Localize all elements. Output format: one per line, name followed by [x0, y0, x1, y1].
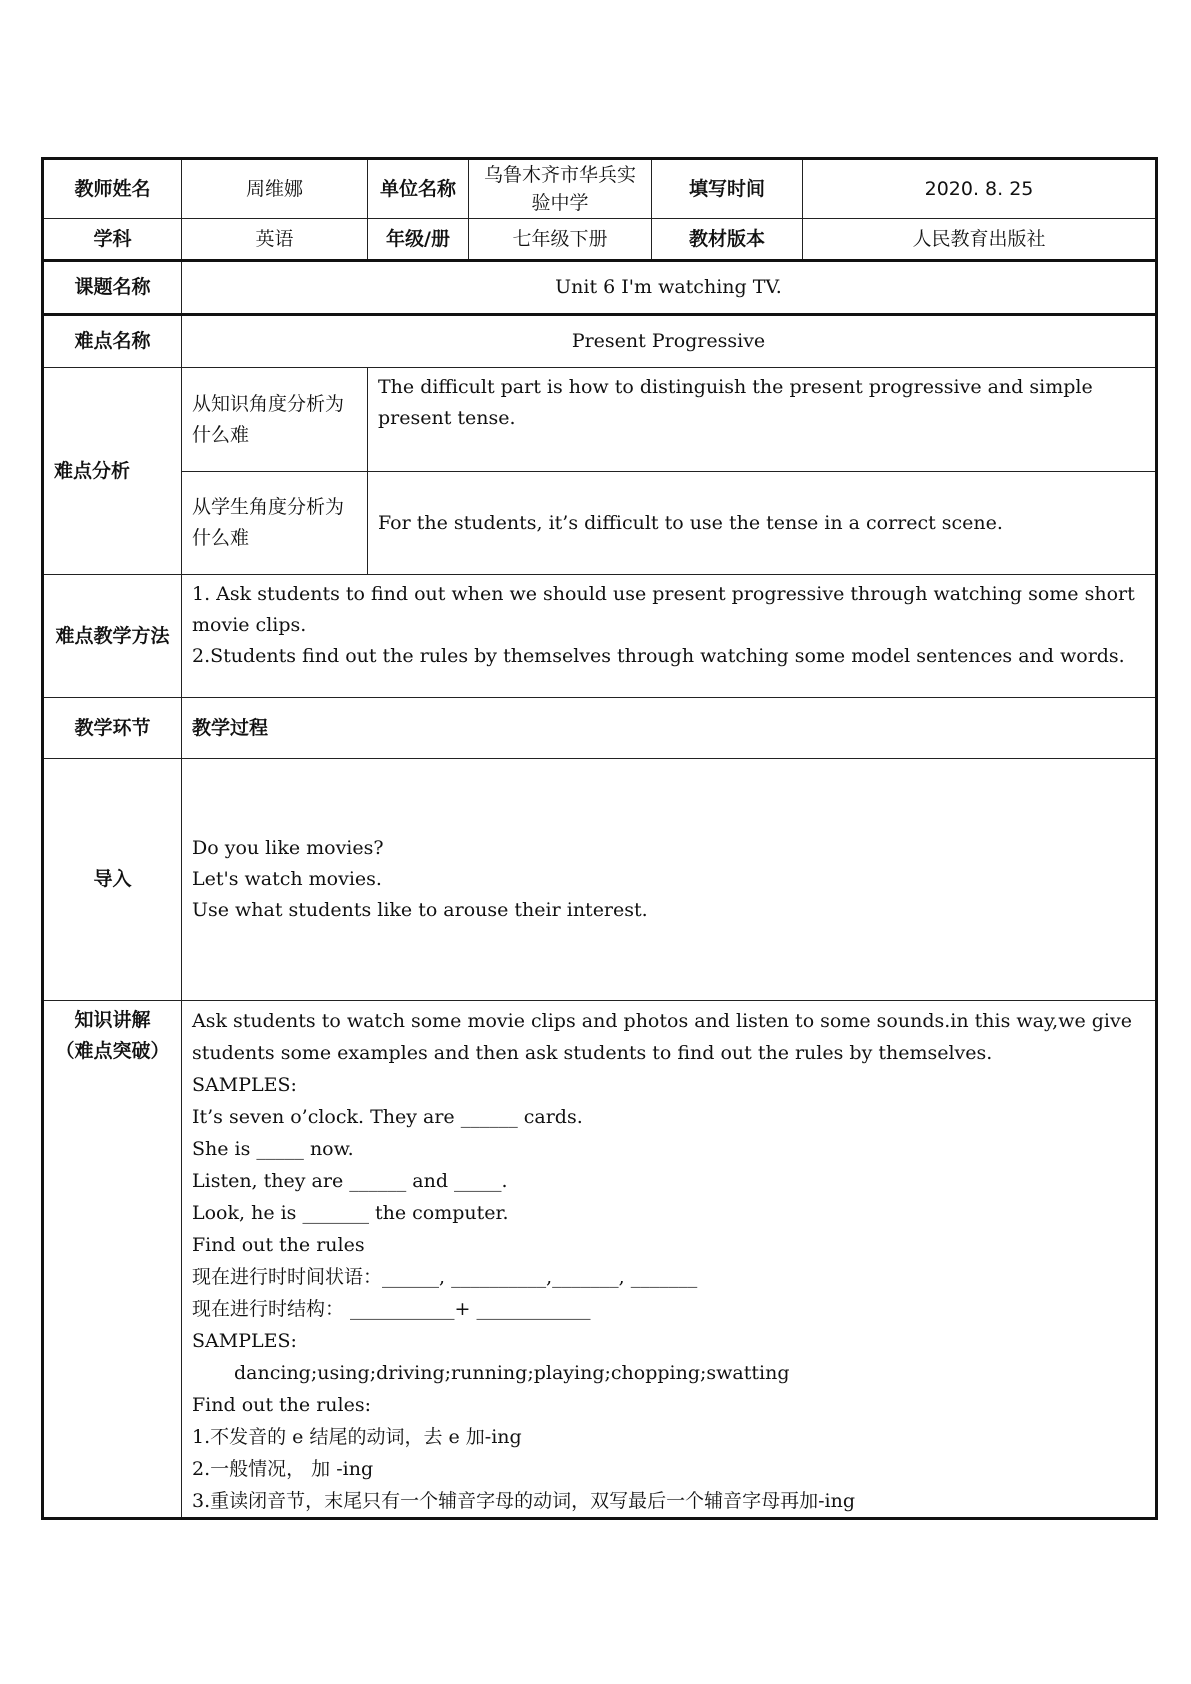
intro-label: 导入 — [43, 759, 182, 1001]
analysis-knowledge-text: The difficult part is how to distinguish the present progressive and simple present tense. — [368, 368, 1157, 472]
grade-label: 年级/册 — [368, 219, 469, 261]
knowledge-row — [43, 1001, 1157, 1519]
knowledge-line-11: dancing;using;driving;running;playing;chopping;swatting — [234, 1362, 790, 1384]
unit-value: 乌鲁木齐市华兵实验中学 — [469, 159, 652, 219]
intro-text — [182, 759, 1157, 1001]
knowledge-label-line-1: 知识讲解 — [74, 1009, 151, 1031]
process-header-row — [43, 698, 1157, 759]
knowledge-line-7: Find out the rules — [192, 1234, 365, 1256]
knowledge-line-10: SAMPLES: — [192, 1330, 297, 1352]
analysis-student-text: For the students, it’s difficult to use the tense in a correct scene. — [368, 472, 1157, 575]
date-value: 2020. 8. 25 — [803, 159, 1157, 219]
lesson-plan-table — [41, 157, 1158, 1520]
knowledge-line-1: Ask students to watch some movie clips and photos and listen to some sounds.in this way,we give students some examples and then ask students to find out the rules by themselves. — [192, 1010, 1132, 1064]
knowledge-line-5: Listen, they are ______ and _____. — [192, 1170, 508, 1192]
knowledge-line-9: 现在进行时结构： ___________+ ____________ — [192, 1298, 591, 1320]
stage-label: 教学环节 — [43, 698, 182, 759]
analysis-label: 难点分析 — [43, 368, 182, 575]
subject-label: 学科 — [43, 219, 182, 261]
teacher-value: 周维娜 — [182, 159, 368, 219]
knowledge-line-14: 2.一般情况， 加 -ing — [192, 1458, 374, 1480]
knowledge-text — [182, 1001, 1157, 1519]
intro-row — [43, 759, 1157, 1001]
difficulty-row — [43, 315, 1157, 368]
edition-value: 人民教育出版社 — [803, 219, 1157, 261]
lesson-title-value: Unit 6 I'm watching TV. — [182, 261, 1157, 315]
info-row-1 — [43, 159, 1157, 219]
knowledge-line-15: 3.重读闭音节，末尾只有一个辅音字母的动词，双写最后一个辅音字母再加-ing — [192, 1490, 856, 1512]
analysis-knowledge-label: 从知识角度分析为什么难 — [182, 368, 368, 472]
knowledge-line-13: 1.不发音的 e 结尾的动词，去 e 加-ing — [192, 1426, 522, 1448]
method-label: 难点教学方法 — [43, 575, 182, 698]
knowledge-label-line-2: （难点突破） — [55, 1040, 170, 1062]
subject-value: 英语 — [182, 219, 368, 261]
info-row-2 — [43, 219, 1157, 261]
method-line-2: 2.Students find out the rules by themselves through watching some model sentences and words. — [192, 645, 1125, 667]
unit-label: 单位名称 — [368, 159, 469, 219]
knowledge-line-6: Look, he is _______ the computer. — [192, 1202, 509, 1224]
grade-value: 七年级下册 — [469, 219, 652, 261]
difficulty-value: Present Progressive — [182, 315, 1157, 368]
knowledge-line-3: It’s seven o’clock. They are ______ cards. — [192, 1106, 583, 1128]
intro-line-2: Let's watch movies. — [192, 868, 382, 890]
process-label: 教学过程 — [182, 698, 1157, 759]
analysis-student-row — [43, 472, 1157, 575]
intro-line-3: Use what students like to arouse their interest. — [192, 899, 648, 921]
difficulty-label: 难点名称 — [43, 315, 182, 368]
method-line-1: 1. Ask students to find out when we should use present progressive through watching some short movie clips. — [192, 583, 1135, 636]
intro-line-1: Do you like movies? — [192, 837, 384, 859]
method-text — [182, 575, 1157, 698]
title-row — [43, 261, 1157, 315]
edition-label: 教材版本 — [652, 219, 803, 261]
lesson-title-label: 课题名称 — [43, 261, 182, 315]
lesson-plan-form — [41, 157, 1155, 1520]
date-label: 填写时间 — [652, 159, 803, 219]
analysis-knowledge-row — [43, 368, 1157, 472]
knowledge-line-4: She is _____ now. — [192, 1138, 354, 1160]
knowledge-line-8: 现在进行时时间状语：______, __________,_______, _______ — [192, 1266, 698, 1288]
teacher-label: 教师姓名 — [43, 159, 182, 219]
analysis-student-label: 从学生角度分析为什么难 — [182, 472, 368, 575]
knowledge-line-2: SAMPLES: — [192, 1074, 297, 1096]
knowledge-line-12: Find out the rules: — [192, 1394, 371, 1416]
knowledge-label — [43, 1001, 182, 1519]
method-row — [43, 575, 1157, 698]
